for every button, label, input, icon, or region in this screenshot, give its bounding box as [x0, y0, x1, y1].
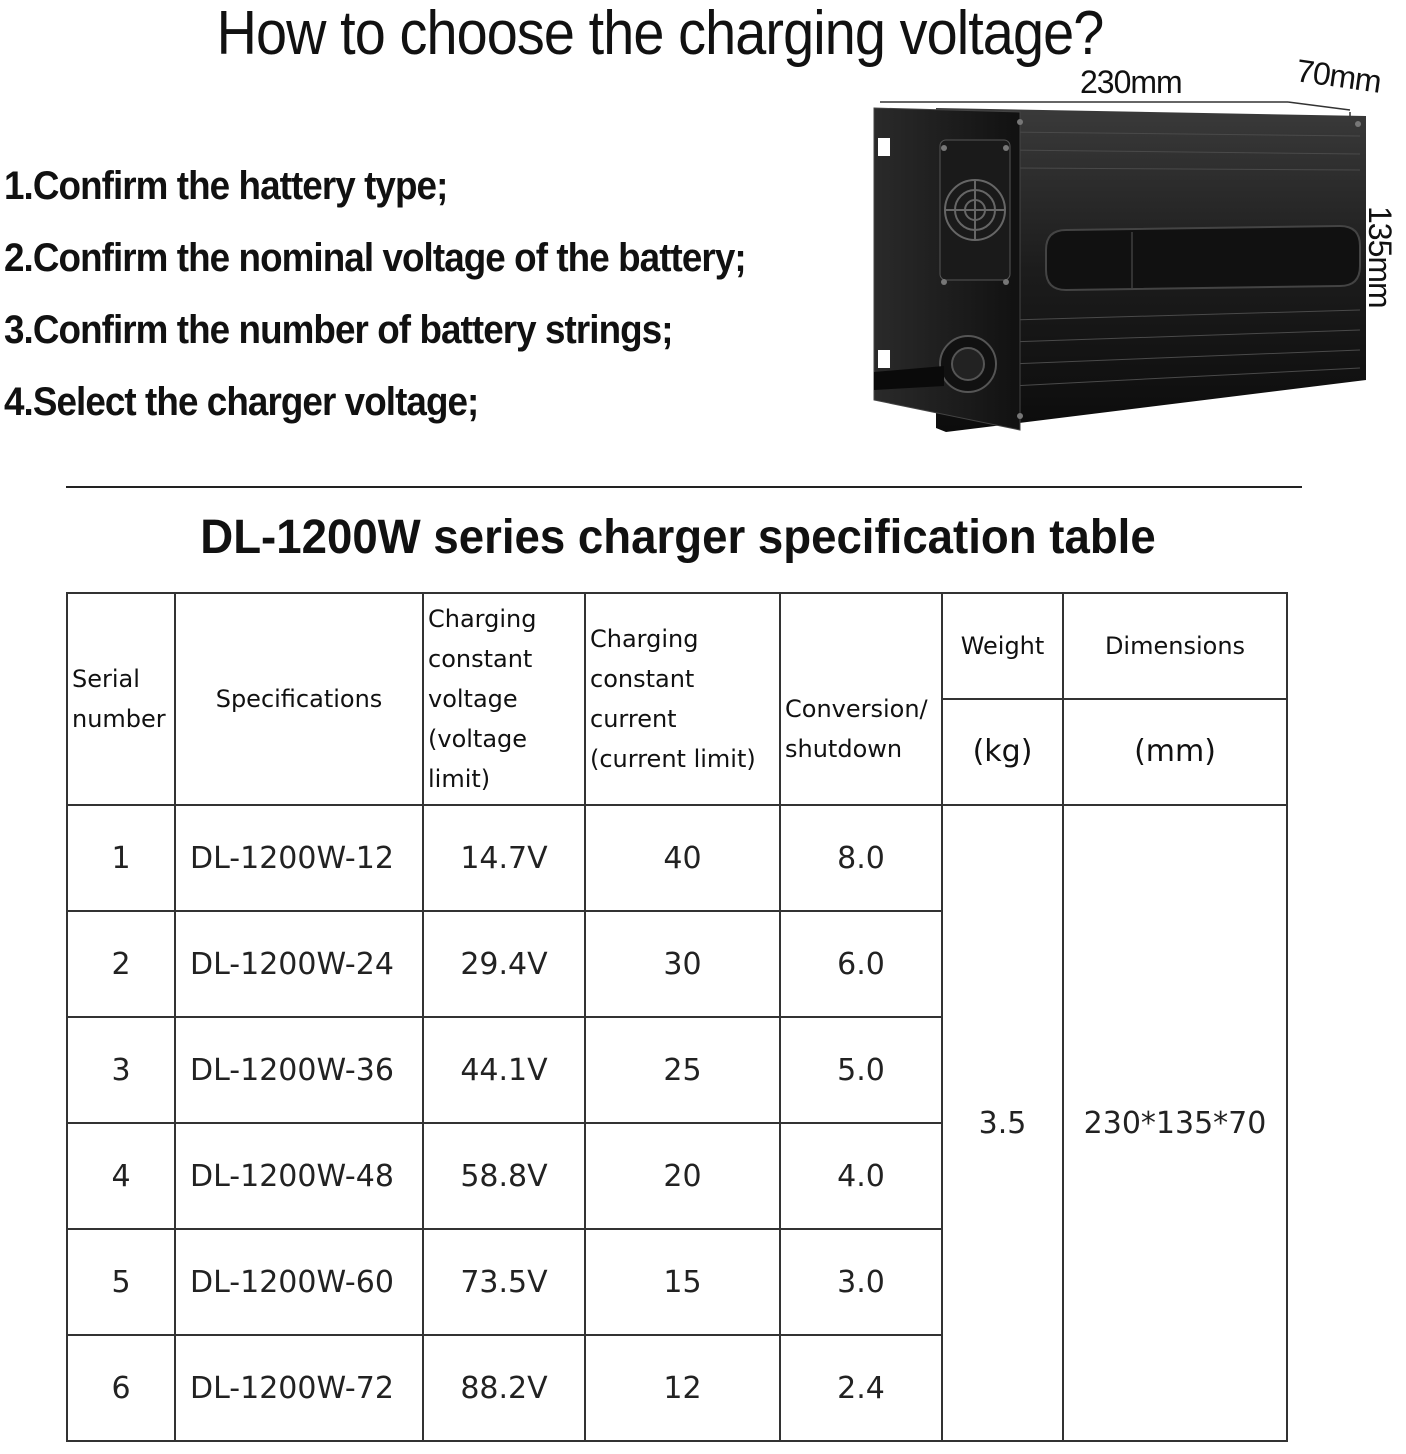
cell-voltage: 29.4V: [423, 911, 585, 1017]
header-dimensions: Dimensions: [1063, 593, 1287, 699]
step-item: 1.Confirm the hattery type;: [4, 164, 448, 208]
step-item: 4.Select the charger voltage;: [4, 380, 479, 424]
cell-spec: DL-1200W-24: [175, 911, 423, 1017]
header-current: Charging constant current (current limit): [585, 593, 780, 805]
cell-spec: DL-1200W-48: [175, 1123, 423, 1229]
cell-conversion: 3.0: [780, 1229, 942, 1335]
cell-spec: DL-1200W-36: [175, 1017, 423, 1123]
header-voltage: Charging constant voltage (voltage limit): [423, 593, 585, 805]
dimension-width-label: 230mm: [1080, 64, 1182, 100]
cell-spec: DL-1200W-72: [175, 1335, 423, 1441]
header-serial: Serial number: [67, 593, 175, 805]
cell-current: 12: [585, 1335, 780, 1441]
cell-serial: 2: [67, 911, 175, 1017]
cell-voltage: 88.2V: [423, 1335, 585, 1441]
step-item: 2.Confirm the nominal voltage of the battery;: [4, 236, 746, 280]
cell-voltage: 44.1V: [423, 1017, 585, 1123]
cell-conversion: 5.0: [780, 1017, 942, 1123]
section-divider: [66, 486, 1302, 488]
page-title: How to choose the charging voltage?: [216, 0, 1104, 68]
steps-list: [4, 150, 810, 438]
cell-serial: 4: [67, 1123, 175, 1229]
cell-serial: 5: [67, 1229, 175, 1335]
cell-voltage: 14.7V: [423, 805, 585, 911]
cell-spec: DL-1200W-12: [175, 805, 423, 911]
table-title: DL-1200W series charger specification table: [200, 511, 1156, 564]
cell-current: 40: [585, 805, 780, 911]
cell-current: 30: [585, 911, 780, 1017]
cell-conversion: 2.4: [780, 1335, 942, 1441]
cell-serial: 1: [67, 805, 175, 911]
cell-conversion: 6.0: [780, 911, 942, 1017]
cell-conversion: 8.0: [780, 805, 942, 911]
cell-current: 20: [585, 1123, 780, 1229]
cell-dimensions: 230*135*70: [1063, 805, 1287, 1441]
dimension-height-label: 135mm: [1362, 206, 1398, 308]
header-weight-unit: (kg): [942, 699, 1063, 805]
cell-current: 15: [585, 1229, 780, 1335]
cell-serial: 3: [67, 1017, 175, 1123]
header-conversion: Conversion/ shutdown: [780, 593, 942, 805]
header-dimensions-unit: (mm): [1063, 699, 1287, 805]
header-specifications: Specifications: [175, 593, 423, 805]
specification-table: [66, 592, 1288, 1442]
step-item: 3.Confirm the number of battery strings;: [4, 308, 673, 352]
charger-product-image: [860, 60, 1406, 450]
cell-spec: DL-1200W-60: [175, 1229, 423, 1335]
header-weight: Weight: [942, 593, 1063, 699]
cell-weight: 3.5: [942, 805, 1063, 1441]
cell-conversion: 4.0: [780, 1123, 942, 1229]
dimension-depth-label: 70mm: [1293, 52, 1384, 100]
cell-serial: 6: [67, 1335, 175, 1441]
cell-voltage: 58.8V: [423, 1123, 585, 1229]
cell-current: 25: [585, 1017, 780, 1123]
cell-voltage: 73.5V: [423, 1229, 585, 1335]
table-row: [67, 805, 1287, 911]
